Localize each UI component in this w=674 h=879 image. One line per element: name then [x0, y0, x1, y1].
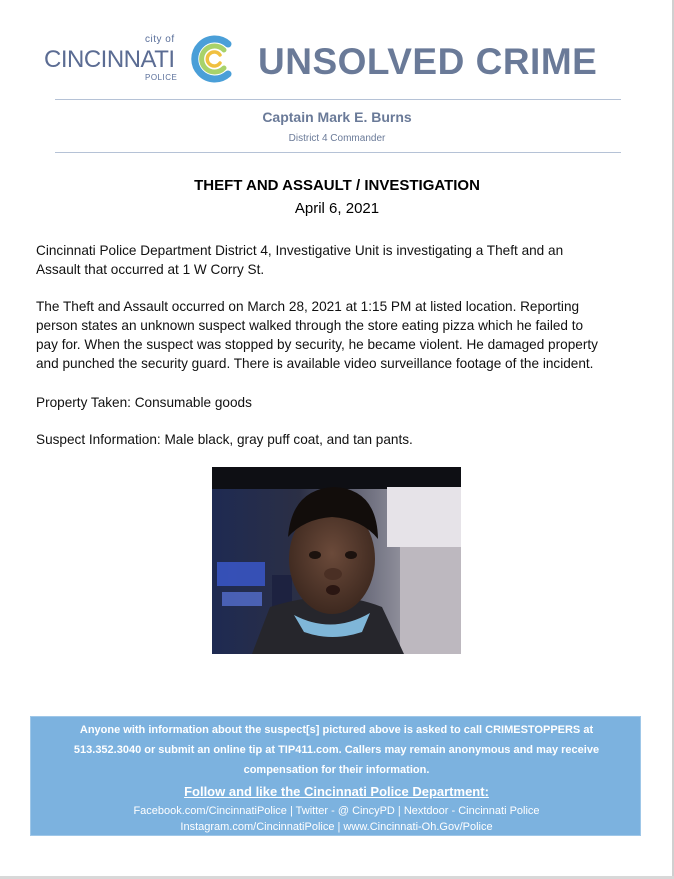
follow-heading: Follow and like the Cincinnati Police Department: — [184, 784, 489, 799]
logo-cincinnati-text: CINCINNATI — [44, 46, 175, 73]
suspect-photo — [212, 467, 461, 654]
intro-line: Assault that occurred at 1 W Corry St. — [36, 262, 265, 277]
crimestoppers-footer — [30, 716, 641, 836]
details-line: pay for. When the suspect was stopped by security, he became violent. He damaged property — [36, 337, 598, 352]
social-links-line: Instagram.com/CincinnatiPolice | www.Cincinnati-Oh.Gov/Police — [180, 821, 493, 833]
suspect-surveillance-image — [212, 467, 461, 654]
case-title: THEFT AND ASSAULT / INVESTIGATION — [194, 177, 480, 194]
commander-title: District 4 Commander — [288, 133, 386, 144]
header-divider-bottom — [55, 152, 621, 153]
logo-police-text: POLICE — [145, 73, 178, 82]
details-line: and punched the security guard. There is available video surveillance footage of the incident. — [36, 356, 594, 371]
social-links-line: Facebook.com/CincinnatiPolice | Twitter - @ CincyPD | Nextdoor - Cincinnati Police — [133, 805, 540, 817]
suspect-information: Suspect Information: Male black, gray puff coat, and tan pants. — [36, 432, 413, 447]
social-links — [31, 803, 642, 835]
details-paragraph — [36, 297, 636, 373]
crimestoppers-message — [41, 720, 632, 780]
case-date: April 6, 2021 — [294, 200, 380, 217]
crimestoppers-line: compensation for their information. — [243, 764, 430, 776]
details-line: person states an unknown suspect walked through the store eating pizza which he failed to — [36, 318, 584, 333]
cincinnati-police-logo — [44, 36, 244, 88]
crimestoppers-line: Anyone with information about the suspect[s] pictured above is asked to call CRIMESTOPPERS at — [79, 724, 594, 736]
crimestoppers-line: 513.352.3040 or submit an online tip at TIP411.com. Callers may remain anonymous and may receive — [73, 744, 600, 756]
intro-paragraph — [36, 241, 636, 279]
details-line: The Theft and Assault occurred on March 28, 2021 at 1:15 PM at listed location. Reporting — [36, 299, 580, 314]
property-taken: Property Taken: Consumable goods — [36, 395, 252, 410]
header-divider-top — [55, 99, 621, 100]
intro-line: Cincinnati Police Department District 4, Investigative Unit is investigating a Theft and an — [36, 243, 564, 258]
commander-name: Captain Mark E. Burns — [262, 109, 412, 125]
swirl-c-logo-icon — [184, 30, 242, 88]
page-headline: UNSOLVED CRIME — [258, 41, 598, 82]
logo-city-of-text: city of — [145, 34, 175, 45]
